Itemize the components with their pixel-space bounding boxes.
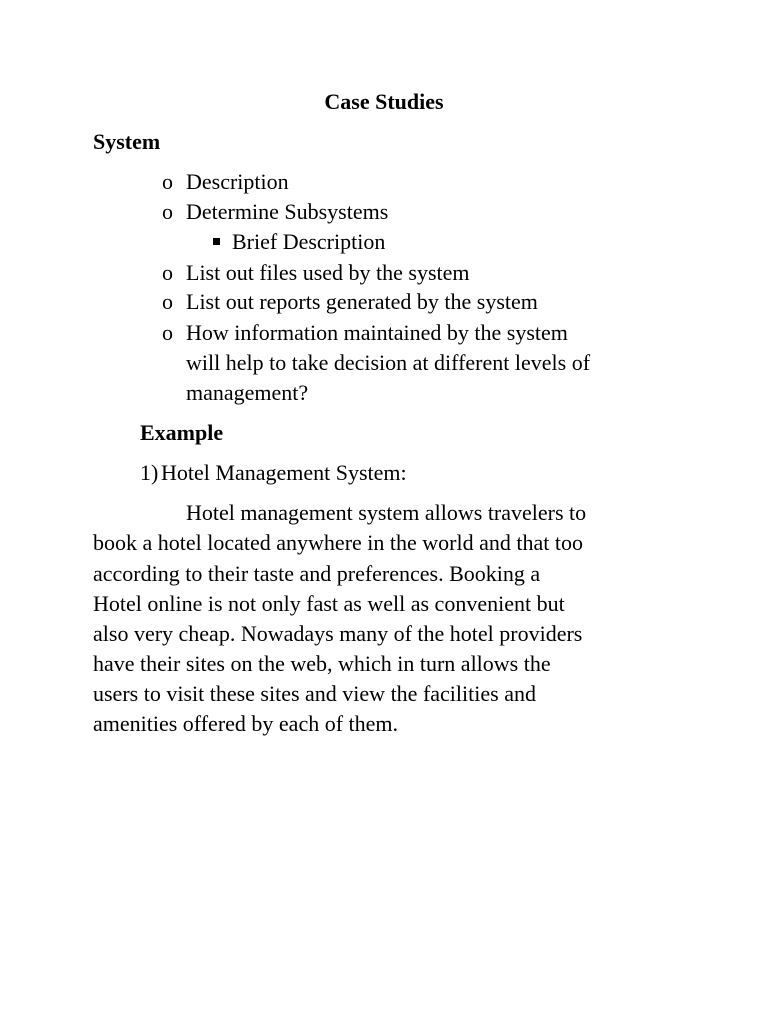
bullet-marker: o bbox=[162, 199, 173, 224]
example-item-number: 1) bbox=[140, 460, 159, 485]
page-title: Case Studies bbox=[324, 89, 444, 114]
bullet-item-list-reports: List out reports generated by the system bbox=[186, 289, 538, 314]
bullet-item-how-information-line-1: How information maintained by the system bbox=[186, 320, 568, 345]
square-bullet-icon bbox=[213, 238, 220, 245]
paragraph-line-2: book a hotel located anywhere in the world and that too bbox=[93, 530, 583, 555]
bullet-marker: o bbox=[162, 260, 173, 285]
example-heading: Example bbox=[140, 420, 224, 445]
paragraph-line-7: users to visit these sites and view the facilities and bbox=[93, 681, 536, 706]
paragraph-line-8: amenities offered by each of them. bbox=[93, 711, 399, 736]
paragraph-line-4: Hotel online is not only fast as well as convenient but bbox=[93, 591, 565, 616]
paragraph-line-5: also very cheap. Nowadays many of the hotel providers bbox=[93, 621, 583, 646]
bullet-item-how-information-line-2: will help to take decision at different levels of bbox=[186, 350, 591, 375]
bullet-item-determine-subsystems: Determine Subsystems bbox=[186, 199, 389, 224]
paragraph-line-3: according to their taste and preferences. Booking a bbox=[93, 561, 541, 586]
bullet-item-how-information-line-3: management? bbox=[186, 380, 309, 405]
paragraph-line-1: Hotel management system allows travelers to bbox=[186, 500, 587, 525]
bullet-marker: o bbox=[162, 169, 173, 194]
bullet-marker: o bbox=[162, 289, 173, 314]
bullet-marker: o bbox=[162, 320, 173, 345]
example-item-title: Hotel Management System: bbox=[161, 460, 407, 485]
sub-bullet-brief-description: Brief Description bbox=[232, 229, 386, 254]
bullet-item-list-files: List out files used by the system bbox=[186, 260, 470, 285]
section-heading-system: System bbox=[93, 129, 161, 154]
bullet-item-description: Description bbox=[186, 169, 289, 194]
paragraph-line-6: have their sites on the web, which in turn allows the bbox=[93, 651, 551, 676]
